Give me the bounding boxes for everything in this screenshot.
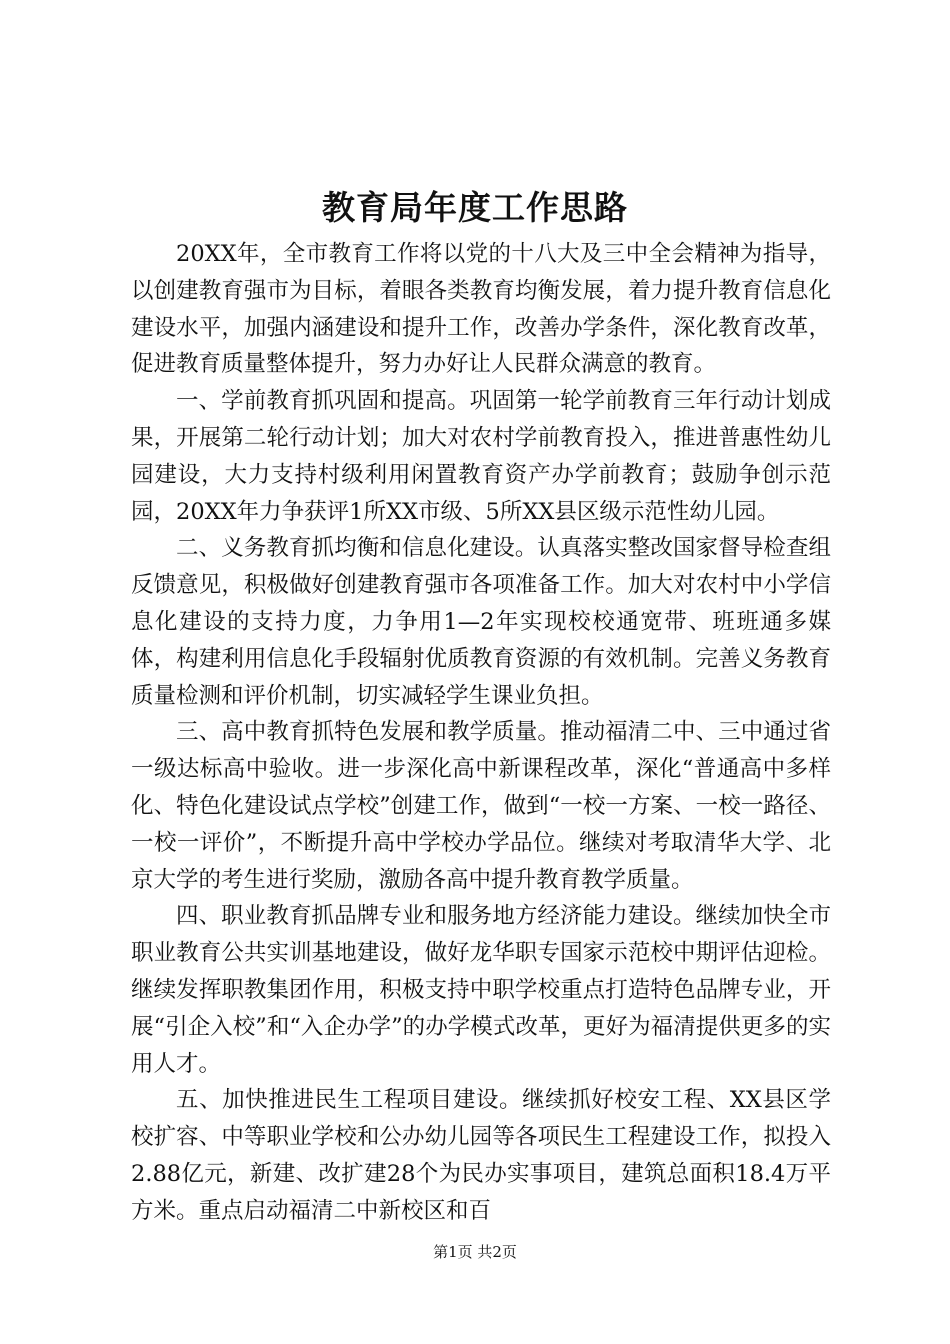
- paragraph-vocational: 四、职业教育抓品牌专业和服务地方经济能力建设。继续加快全市职业教育公共实训基地建设，做好龙华职专国家示范校中期评估迎检。继续发挥职教集团作用，积极支持中职学校重点打造特色品牌专业，开展“引企入校”和“入企办学”的办学模式改革，更好为福清提供更多的实用人才。: [131, 903, 831, 1077]
- paragraph-intro: 20XX年，全市教育工作将以党的十八大及三中全会精神为指导，以创建教育强市为目标，着眼各类教育均衡发展，着力提升教育信息化建设水平，加强内涵建设和提升工作，改善办学条件，深化教育改革，促进教育质量整体提升，努力办好让人民群众满意的教育。: [131, 241, 831, 378]
- paragraph-high-school: 三、高中教育抓特色发展和教学质量。推动福清二中、三中通过省一级达标高中验收。进一步深化高中新课程改革，深化“普通高中多样化、特色化建设试点学校”创建工作，做到“一校一方案、一校一路径、一校一评价”，不断提升高中学校办学品位。继续对考取清华大学、北京大学的考生进行奖励，激励各高中提升教育教学质量。: [131, 719, 831, 893]
- page-number-footer: 第1页 共2页: [433, 1243, 517, 1261]
- paragraph-compulsory: 二、义务教育抓均衡和信息化建设。认真落实整改国家督导检查组反馈意见，积极做好创建教育强市各项准备工作。加大对农村中小学信息化建设的支持力度，力争用1—2年实现校校通宽带、班班通多媒体，构建利用信息化手段辐射优质教育资源的有效机制。完善义务教育质量检测和评价机制，切实减轻学生课业负担。: [131, 535, 831, 709]
- document-body: [131, 236, 831, 1230]
- paragraph-livelihood: 五、加快推进民生工程项目建设。继续抓好校安工程、XX县区学校扩容、中等职业学校和公办幼儿园等各项民生工程建设工作，拟投入2.88亿元，新建、改扩建28个为民办实事项目，建筑总面积18.4万平方米。重点启动福清二中新校区和百: [131, 1087, 831, 1224]
- document-title: 教育局年度工作思路: [322, 188, 628, 227]
- paragraph-preschool: 一、学前教育抓巩固和提高。巩固第一轮学前教育三年行动计划成果，开展第二轮行动计划；加大对农村学前教育投入，推进普惠性幼儿园建设，大力支持村级利用闲置教育资产办学前教育；鼓励争创示范园，20XX年力争获评1所XX市级、5所XX县区级示范性幼儿园。: [131, 388, 831, 525]
